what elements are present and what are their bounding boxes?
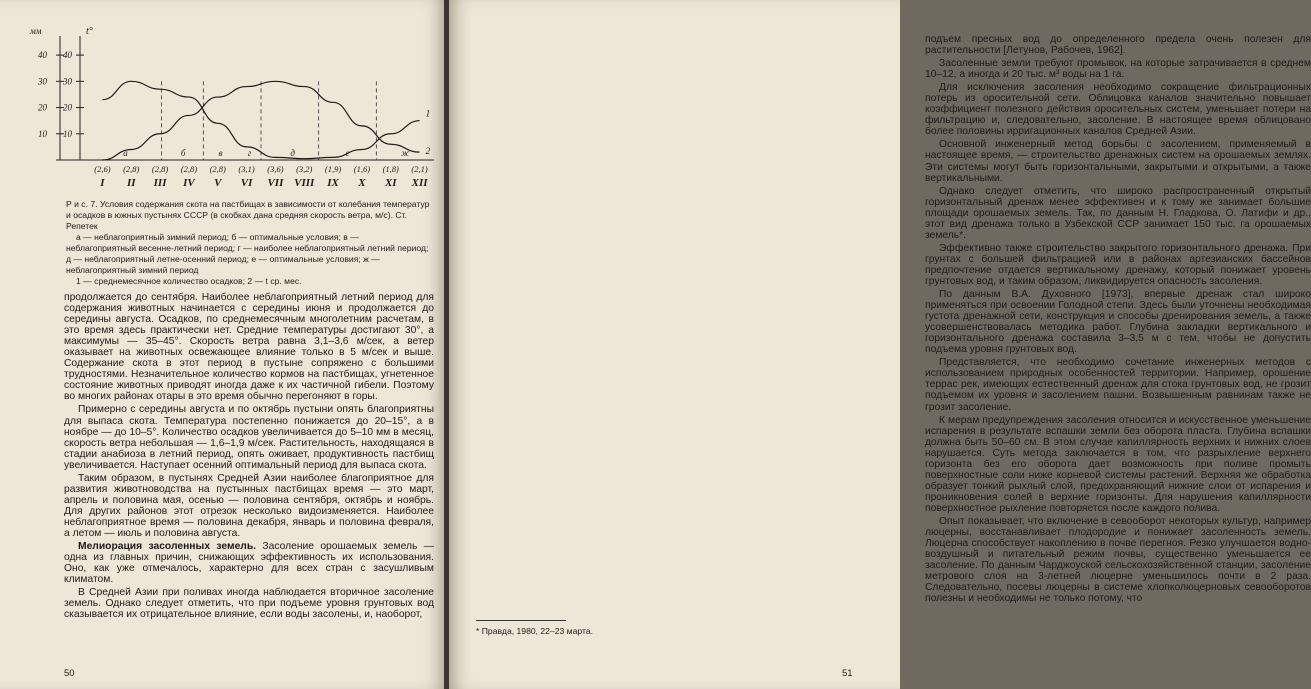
- caption-lead: Р и с. 7. Условия содержания скота на пастбищах в зависимости от колебания температур и осадков в южных пустынях СССР (в скобках дана средняя скорость ветра, м/с). Ст. Репетек: [66, 199, 430, 231]
- y-unit-left: мм: [30, 26, 42, 36]
- y-tick-label-right: 20: [63, 102, 72, 113]
- paragraph: Однако следует отметить, что широко распространенный открытый горизонтальный дренаж менее эффективен и к тому же занимает большие площади орошаемых земель. Так, по данным Н. Гладкова, О. Латифи и др., этот вид дренажа только в Узбекской ССР занимает 150 тыс. га орошаемых земель*.: [925, 185, 1311, 241]
- x-tick-label: XII: [411, 177, 428, 189]
- period-label: г: [247, 148, 252, 158]
- series-label-2: 2: [425, 146, 431, 157]
- paragraph: продолжается до сентября. Наиболее неблагоприятный летний период для содержания животных начинается с середины июня и продолжается до середины августа. Осадков, по среднемесячным многолетним расчетам, в это время здесь практически нет. Средние температуры достигают 30°, а максимумы — 35–45°. Скорость ветра равна 3,1–3,6 м/сек, а ветер оказывает на животных освежающее влияние только в 5 м/сек и выше. Содержание скота в этот период в пустыне сопряжено с большими трудностями. Незначительное количество кормов на пастбищах, угнетенное состояние животных приводят иногда даже к их частичной гибели. Поэтому во многих районах отары в это время обычно перегоняют в горы.: [64, 292, 434, 403]
- y-unit-right: t°: [86, 26, 93, 37]
- x-tick-label: VI: [240, 177, 253, 189]
- y-tick-label-left: 10: [38, 128, 47, 139]
- paragraph: [64, 541, 434, 585]
- x-tick-label: V: [214, 177, 222, 189]
- wind-speed-label: (1,8): [382, 164, 399, 174]
- paragraph: Для исключения засоления необходимо сокращение фильтрационных потерь из оросительной сети. Облицовка каналов значительно повышает коэффициент полезного действия оросительных систем, уменьшает потери на фильтрацию и, следовательно, засоление. В настоящее время облицовано более половины ирригационных каналов Средней Азии.: [925, 82, 1311, 138]
- right-page: [449, 0, 1311, 689]
- period-label: в: [218, 148, 223, 158]
- wind-speed-label: (2,8): [180, 164, 198, 174]
- paragraph: К мерам предупреждения засоления относится и искусственное уменьшение испарения в результате вспашки земли без оборота пласта. Глубина вспашки должна быть 50–60 см. В этом случае капиллярность верхних и нижних слоев нарушается. Суть метода заключается в том, что разрыхление верхнего горизонта без его оборота дает возможность при поливе промыть поверхностные соли ниже корневой системы растений. Верхняя же обработка образует тонкий рыхлый слой, предохраняющий нижние слои от испарения и проникновения солей в верхние горизонты. Для нарушения капиллярности поверхностное рыхление повторяется после каждого полива.: [925, 414, 1311, 514]
- x-tick-label: III: [153, 177, 167, 189]
- wind-speed-label: (2,6): [94, 164, 111, 174]
- wind-speed-label: (2,8): [151, 164, 169, 174]
- caption-legend-series: 1 — среднемесячное количество осадков; 2 — t ср. мес.: [76, 276, 302, 286]
- section-heading: Мелиорация засоленных земель.: [78, 541, 257, 553]
- x-tick-label: IV: [183, 177, 195, 189]
- paragraph: Эффективно также строительство закрытого горизонтального дренажа. При грунтах с большей фильтрацией или в районах артезианских бассейнов предпочтение отдается вертикальному дренажу, который понижает уровень грунтовых вод, и таким образом, ликвидируется опасность засоления.: [925, 242, 1311, 287]
- figure-7-chart: [22, 22, 442, 194]
- wind-speed-label: (1,6): [353, 164, 371, 174]
- x-tick-label: VII: [267, 177, 284, 189]
- wind-speed-label: (3,2): [296, 164, 313, 174]
- x-tick-label: XI: [384, 177, 397, 189]
- x-tick-label: I: [100, 177, 105, 189]
- page-number-left: 50: [64, 668, 75, 679]
- footnote-rule: [476, 620, 566, 621]
- period-label: д: [290, 148, 295, 158]
- paragraph: подъем пресных вод до определенного предела очень полезен для растительности [Летунов, Рабочев, 1962].: [925, 34, 1311, 57]
- x-tick-label: II: [126, 177, 136, 189]
- wind-speed-label: (3,1): [238, 164, 255, 174]
- y-tick-label-right: 10: [63, 128, 72, 139]
- left-page: [0, 0, 446, 689]
- y-tick-label-right: 30: [63, 76, 72, 87]
- y-tick-label-left: 30: [38, 76, 47, 87]
- period-label: б: [180, 148, 186, 158]
- x-tick-label: VIII: [294, 177, 315, 189]
- wind-speed-label: (2,1): [411, 164, 428, 174]
- left-text-column: [64, 292, 434, 622]
- paragraph: Таким образом, в пустынях Средней Азии наиболее благоприятное для развития животноводства на пустынных пастбищах время — это март, апрель и половина мая, осенью — половина сентября, октябрь и ноябрь. Для других районов этот отрезок несколько видоизменяется. Наиболее неблагоприятное время — половина декабря, январь и половина февраля, а летом — июль и половина августа.: [64, 472, 434, 539]
- y-tick-label-right: 40: [63, 50, 72, 61]
- wind-speed-label: (2,8): [209, 164, 226, 174]
- wind-speed-label: (1,9): [324, 164, 342, 174]
- paragraph: Представляется, что необходимо сочетание инженерных методов с использованием природных особенностей территории. Например, орошение террас рек, имеющих естественный дренаж для стока грунтовых вод, не грозит подъемом их уровня и засолением пашни. Возвышенным равнинам также не грозит засоление.: [925, 357, 1311, 413]
- period-label: е: [345, 148, 350, 158]
- right-text-column: [925, 34, 1311, 606]
- y-tick-label-left: 40: [38, 50, 47, 61]
- period-label: ж: [400, 148, 410, 158]
- x-tick-label: X: [358, 177, 366, 189]
- y-tick-label-left: 20: [38, 102, 47, 113]
- paragraph: Засоленные земли требуют промывок, на которые затрачивается в среднем 10–12, а иногда и 20 тыс. м³ воды на 1 га.: [925, 58, 1311, 81]
- paragraph-text: Засоление орошаемых земель — одна из главных причин, снижающих эффективность их использования. Оно, как уже отмечалось, характерно для всех стран с засушливым климатом.: [64, 541, 434, 586]
- period-label: а: [123, 148, 128, 158]
- paragraph: В Средней Азии при поливах иногда наблюдается вторичное засоление земель. Однако следует отметить, что при подъеме уровня грунтовых вод сказывается их отрицательное влияние, если воды засолены, и, наоборот,: [64, 587, 434, 621]
- paragraph: По данным В.А. Духовного [1973], впервые дренаж стал широко применяться при освоении Голодной степи. Здесь были уточнены необходимая густота дренажной сети, конструкция и способы дренирования земель, а также усовершенствовалась методика работ. Глубина закладки вертикального и горизонтального дренажа составила 3–3,5 м с тем, чтобы не допустить подъема уровня грунтовых вод.: [925, 289, 1311, 356]
- paragraph: Опыт показывает, что включение в севооборот некоторых культур, например люцерны, восстанавливает плодородие и понижает засоленность земель. Люцерна способствует накоплению в почве перегноя. Резко улучшается водно-воздушный и питательный режим почвы, существенно уменьшается ее засоление. По данным Чарджоуской сельскохозяйственной станции, засоление метрового слоя на 3-летней люцерне уменьшилось почти в 2 раза. Следовательно, посевы люцерны в системе хлопколюцерновых севооборотов полезны и необходимы не только потому, что: [925, 515, 1311, 605]
- series-label-1: 1: [425, 108, 431, 119]
- caption-legend: а — неблагоприятный зимний период; б — оптимальные условия; в — неблагоприятный весенне-летний период; г — наиболее неблагоприятный летний период; д — неблагоприятный летне-осенний период; е — оптимальные условия; ж — неблагоприятный зимний период: [66, 232, 429, 275]
- wind-speed-label: (2,8): [123, 164, 140, 174]
- page-number-right: 51: [842, 668, 853, 679]
- footnote: * Правда, 1980, 22–23 марта.: [476, 626, 593, 636]
- x-tick-label: IX: [327, 177, 339, 189]
- wind-speed-label: (3,6): [267, 164, 284, 174]
- figure-caption: [66, 199, 431, 287]
- paragraph: Примерно с середины августа и по октябрь пустыни опять благоприятны для выпаса скота. Температура постепенно понижается до 20–15°, а в ноябре — до 10–5°. Количество осадков увеличивается до 5–10 мм в месяц, скорость ветра небольшая — 1,6–1,9 м/сек. Растительность, находящаяся в стадии анабиоза в летний период, опять оживает, продуктивность пастбищ увеличивается. Наступает осенний оптимальный период для выпаса скота.: [64, 404, 434, 471]
- paragraph: Основной инженерный метод борьбы с засолением, применяемый в настоящее время, — строительство дренажных систем на орошаемых землях. Эти системы могут быть горизонтальными, закрытыми и открытыми, а также вертикальными.: [925, 139, 1311, 184]
